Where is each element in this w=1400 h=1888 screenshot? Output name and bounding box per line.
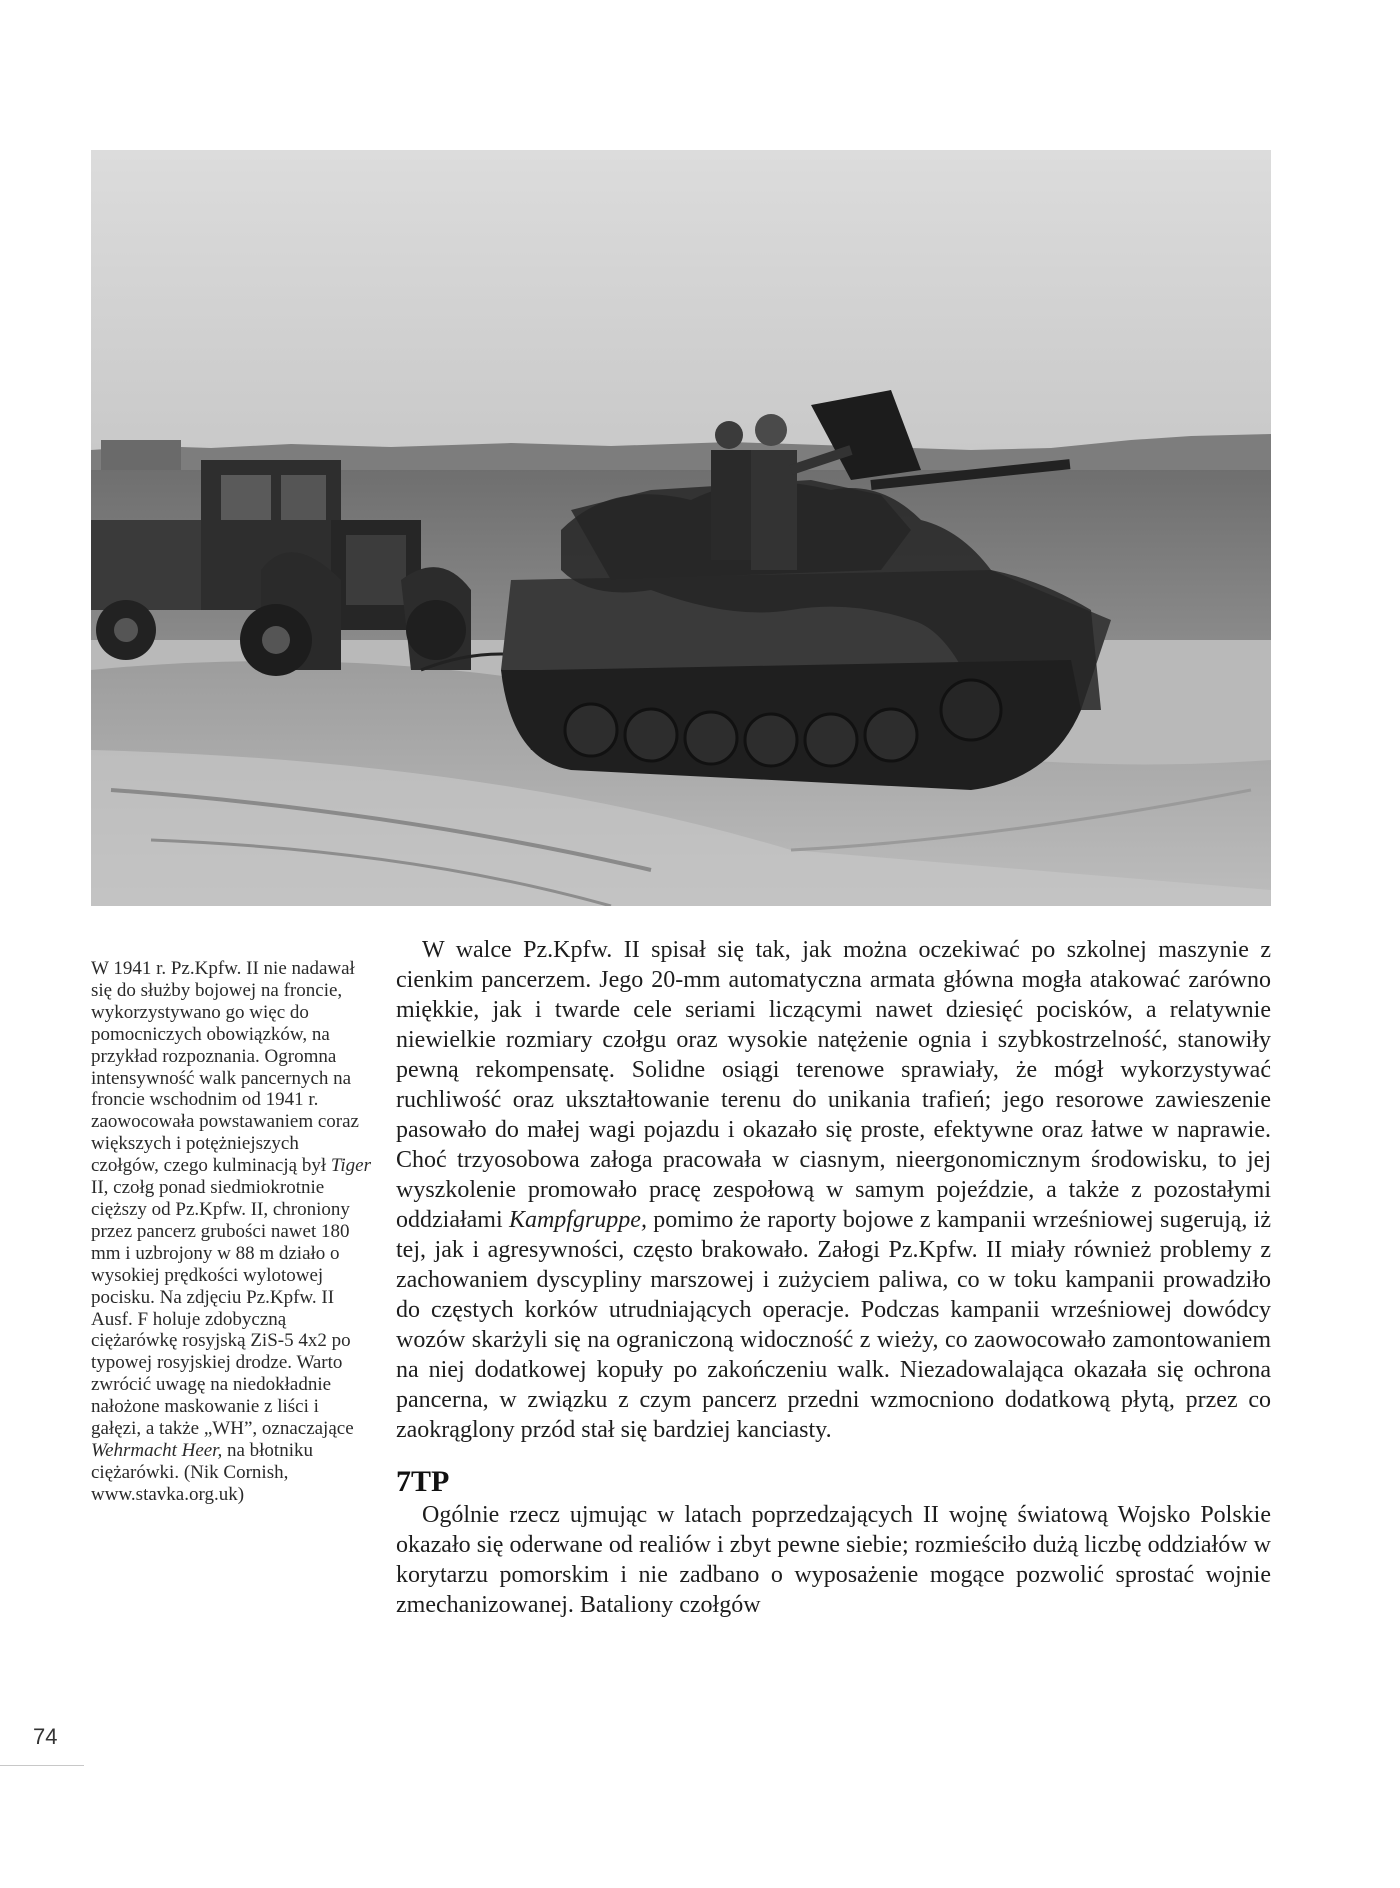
paragraph-1-part-b: pomimo że raporty bojowe z kampanii wrześniowej sugerują, iż tej, jak i agresywności, często brakowało. Załogi Pz.Kpfw. II miały również problemy z zachowaniem dyscypliny marszowej i zużyciem paliwa, co w toku kampanii prowadziło do częstych korków utrudniających operacje. Podczas kampanii wrześniowej dowódcy wozów skarżyli się na ograniczoną widoczność z wieży, co zaowocowało zamontowaniem na niej dodatkowej kopuły po zakończeniu walk. Niezadowalająca okazała się ochrona pancerna, w związku z czym pancerz przedni wzmocniono dodatkową płytą, przez co zaokrąglony przód stał się bardziej kanciasty.	[396, 1207, 1271, 1443]
caption-italic-tiger: Tiger	[330, 1155, 371, 1177]
caption-part-3: na błotniku ciężarówki. (Nik Cornish, www.stavka.org.uk)	[91, 1439, 313, 1505]
tank-photograph	[91, 150, 1271, 906]
caption-text	[91, 958, 371, 1506]
photograph-icon	[91, 150, 1271, 906]
paragraph-1-part-a: W walce Pz.Kpfw. II spisał się tak, jak można oczekiwać po szkolnej maszynie z cienkim pancerzem. Jego 20-mm automatyczna armata główna mogła atakować zarówno miękkie, jak i twarde cele seriami liczącymi nawet dziesięć pocisków, a relatywnie niewielkie rozmiary czołgu oraz wysokie natężenie ognia i szybkostrzelność, stanowiły pewną rekompensatę. Solidne osiągi terenowe sprawiały, że mógł wykorzystywać ruchliwość oraz ukształtowanie terenu do unikania trafień; jego resorowe zawieszenie pasowało do małej wagi pojazdu i okazało się proste, efektywne oraz łatwe w naprawie. Choć trzyosobowa załoga pracowała w ciasnym, nieergonomicznym środowisku, to jej wyszkolenie promowało pracę zespołową w samym pojeździe, a także z pozostałymi oddziałami	[396, 937, 1271, 1233]
photo-caption	[91, 958, 371, 1506]
page-number: 74	[33, 1724, 58, 1749]
paragraph-1-italic: Kampfgruppe,	[508, 1207, 647, 1233]
body-paragraph-1	[396, 935, 1271, 1445]
page-divider	[0, 1765, 84, 1766]
caption-part-1: W 1941 r. Pz.Kpfw. II nie nadawał się do służby bojowej na froncie, wykorzystywano go więc do pomocniczych obowiązków, na przykład rozpoznania. Ogromna intensywność walk pancernych na froncie wschodnim od 1941 r. zaowocowała powstawaniem coraz większych i potężniejszych czołgów, czego kulminacją był	[91, 958, 359, 1177]
section-heading: 7TP	[396, 1465, 450, 1498]
main-body-text	[396, 935, 1271, 1620]
caption-italic-wehrmacht: Wehrmacht Heer,	[91, 1439, 223, 1461]
body-paragraph-2: Ogólnie rzecz ujmując w latach poprzedzających II wojnę światową Wojsko Polskie okazało się oderwane od realiów i zbyt pewne siebie; rozmieściło dużą liczbę oddziałów w korytarzu pomorskim i nie zadbano o wyposażenie mogące pozwolić sprostać wojnie zmechanizowanej. Bataliony czołgów	[396, 1502, 1271, 1618]
caption-part-2: II, czołg ponad siedmiokrotnie cięższy od Pz.Kpfw. II, chroniony przez pancerz grubości nawet 180 mm i uzbrojony w 88 m działo o wysokiej prędkości wylotowej pocisku. Na zdjęciu Pz.Kpfw. II Ausf. F holuje zdobyczną ciężarówkę rosyjską ZiS-5 4x2 po typowej rosyjskiej drodze. Warto zwrócić uwagę na niedokładnie nałożone maskowanie z liści i gałęzi, a także „WH”, oznaczające	[91, 1177, 354, 1440]
